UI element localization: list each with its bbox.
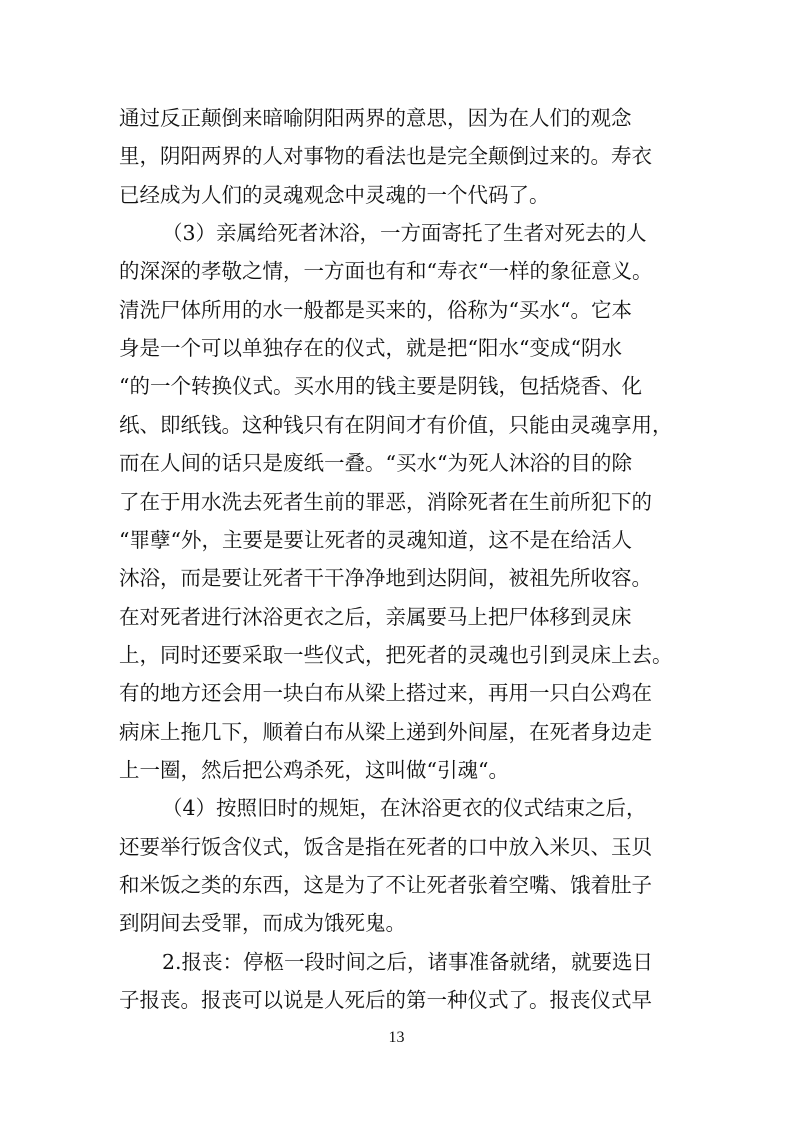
text-line: 到阴间去受罪，而成为饿死鬼。	[119, 911, 406, 935]
text-line: 还要举行饭含仪式，饭含是指在死者的口中放入米贝、玉贝	[119, 835, 652, 859]
paragraph-start-line: （3）亲属给死者沐浴，一方面寄托了生者对死去的人	[162, 221, 647, 245]
paragraph-start-line: （4）按照旧时的规矩，在沐浴更衣的仪式结束之后，	[162, 796, 647, 820]
text-line: 和米饭之类的东西，这是为了不让死者张着空嘴、饿着肚子	[119, 873, 652, 897]
text-line: 清洗尸体所用的水一般都是买来的，俗称为“买水“。它本	[119, 298, 632, 322]
page-number: 13	[388, 1029, 405, 1046]
text-line: 纸、即纸钱。这种钱只有在阴间才有价值，只能由灵魂享用，	[119, 413, 673, 437]
text-line: 病床上拖几下，顺着白布从梁上递到外间屋，在死者身边走	[119, 720, 652, 744]
text-line: 身是一个可以单独存在的仪式，就是把“阳水“变成“阴水	[119, 336, 622, 360]
text-line: “罪孽“外，主要是要让死者的灵魂知道，这不是在给活人	[119, 528, 632, 552]
text-line: 上一圈，然后把公鸡杀死，这叫做“引魂“。	[119, 758, 509, 782]
text-line: 里，阴阳两界的人对事物的看法也是完全颠倒过来的。寿衣	[119, 144, 652, 168]
text-line: 的深深的孝敬之情，一方面也有和“寿衣“一样的象征意义。	[119, 259, 653, 283]
text-line: “的一个转换仪式。买水用的钱主要是阴钱，包括烧香、化	[119, 374, 642, 398]
text-line: 通过反正颠倒来暗喻阴阳两界的意思，因为在人们的观念	[119, 106, 632, 130]
text-line: 在对死者进行沐浴更衣之后，亲属要马上把尸体移到灵床	[119, 605, 632, 629]
text-line: 了在于用水洗去死者生前的罪恶，消除死者在生前所犯下的	[119, 490, 652, 514]
text-line: 上，同时还要采取一些仪式，把死者的灵魂也引到灵床上去。	[119, 643, 673, 667]
text-line: 沐浴，而是要让死者干干净净地到达阴间，被祖先所收容。	[119, 566, 652, 590]
text-line: 有的地方还会用一块白布从梁上搭过来，再用一只白公鸡在	[119, 681, 652, 705]
text-line: 子报丧。报丧可以说是人死后的第一种仪式了。报丧仪式早	[119, 988, 652, 1012]
text-line: 而在人间的话只是废纸一叠。“买水“为死人沐浴的目的除	[119, 451, 632, 475]
paragraph-start-line: 2.报丧：停柩一段时间之后，诸事准备就绪，就要选日	[162, 950, 654, 974]
text-line: 已经成为人们的灵魂观念中灵魂的一个代码了。	[119, 183, 550, 207]
